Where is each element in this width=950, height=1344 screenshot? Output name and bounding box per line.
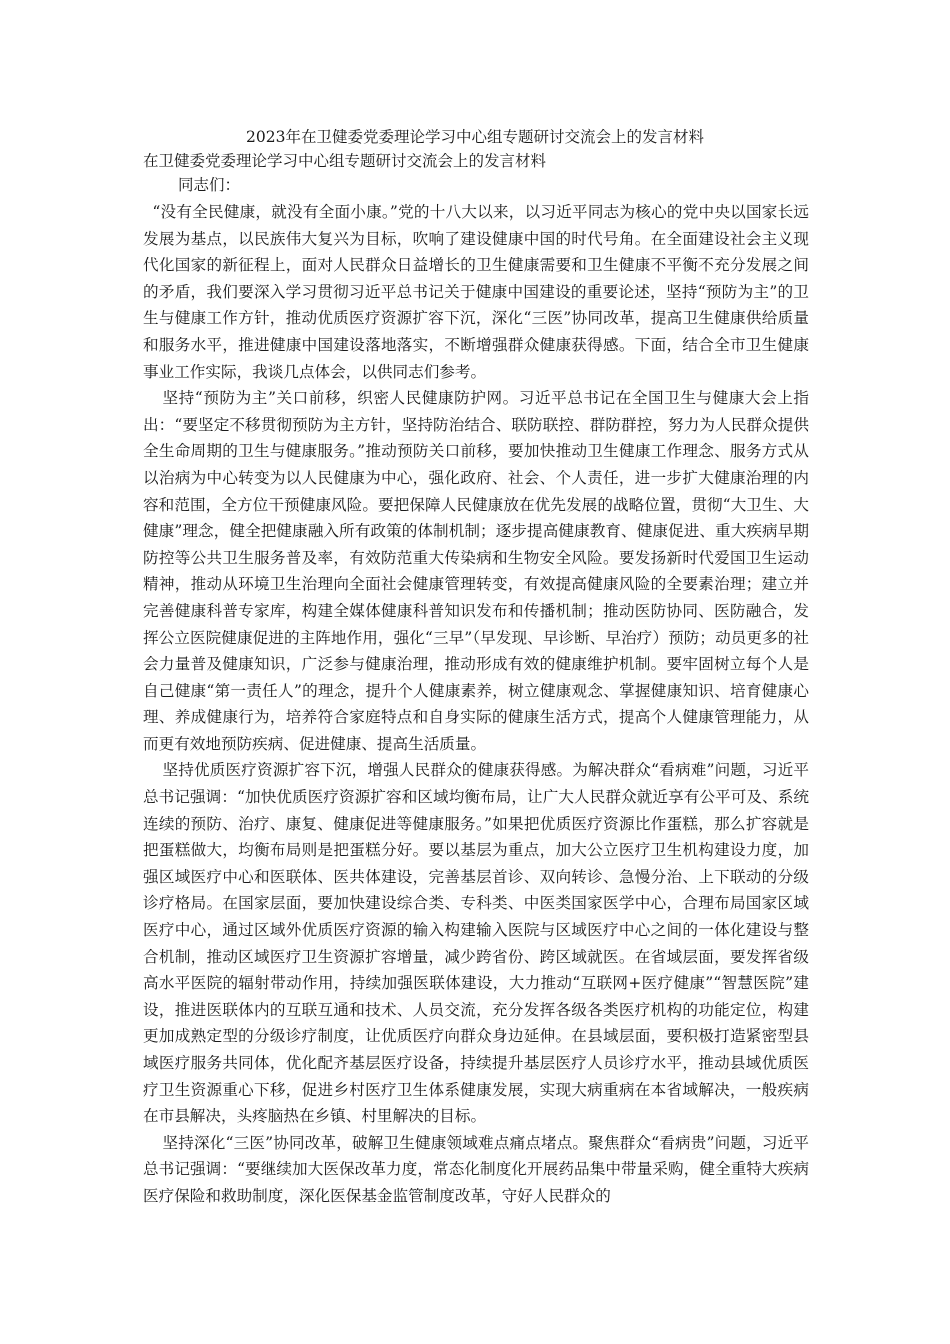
paragraph-prevention: 坚持“预防为主”关口前移，织密人民健康防护网。习近平总书记在全国卫生与健康大会上指出：“要坚定不移贯彻预防为主方针，坚持防治结合、联防联控、群防群控，努力为人民群众提供全生命周期的卫生与健康服务。”推动预防关口前移，要加快推动卫生健康工作理念、服务方式从以治病为中心转变为以人民健康为中心，强化政府、社会、个人责任，进一步扩大健康治理的内容和范围，全方位干预健康风险。要把保障人民健康放在优先发展的战略位置，贯彻“大卫生、大健康”理念，健全把健康融入所有政策的体制机制；逐步提高健康教育、健康促进、重大疾病早期防控等公共卫生服务普及率，有效防范重大传染病和生物安全风险。要发扬新时代爱国卫生运动精神，推动从环境卫生治理向全面社会健康管理转变，有效提高健康风险的全要素治理；建立并完善健康科普专家库，构建全媒体健康科普知识发布和传播机制；推动医防协同、医防融合，发挥公立医院健康促进的主阵地作用，强化“三早”（早发现、早诊断、早治疗）预防；动员更多的社会力量普及健康知识，广泛参与健康治理，推动形成有效的健康维护机制。要牢固树立每个人是自己健康“第一责任人”的理念，提升个人健康素养，树立健康观念、掌握健康知识、培育健康心理、养成健康行为，培养符合家庭特点和自身实际的健康生活方式，提高个人健康管理能力，从而更有效地预防疾病、促进健康、提高生活质量。 [143,389,809,753]
document-subtitle: 在卫健委党委理论学习中心组专题研讨交流会上的发言材料 [143,152,547,170]
salutation: 同志们： [178,176,241,194]
paragraph-three-medical-reform: 坚持深化“三医”协同改革，破解卫生健康领域难点痛点堵点。聚焦群众“看病贵”问题，习近平总书记强调：“要继续加大医保改革力度，常态化制度化开展药品集中带量采购，健全重特大疾病医疗保险和救助制度，深化医保基金监管制度改革，守好人民群众的 [143,1133,809,1205]
document-body [143,199,809,1210]
paragraph-intro: “没有全民健康，就没有全面小康。”党的十八大以来，以习近平同志为核心的党中央以国家长远发展为基点，以民族伟大复兴为目标，吹响了建设健康中国的时代号角。在全面建设社会主义现代化国家的新征程上，面对人民群众日益增长的卫生健康需要和卫生健康不平衡不充分发展之间的矛盾，我们要深入学习贯彻习近平总书记关于健康中国建设的重要论述，坚持“预防为主”的卫生与健康工作方针，推动优质医疗资源扩容下沉，深化“三医”协同改革，提高卫生健康供给质量和服务水平，推进健康中国建设落地落实，不断增强群众健康获得感。下面，结合全市卫生健康事业工作实际，我谈几点体会，以供同志们参考。 [143,203,809,381]
paragraph-medical-resources: 坚持优质医疗资源扩容下沉，增强人民群众的健康获得感。为解决群众“看病难”问题，习近平总书记强调：“加快优质医疗资源扩容和区域均衡布局，让广大人民群众就近享有公平可及、系统连续的预防、治疗、康复、健康促进等健康服务。”如果把优质医疗资源比作蛋糕，那么扩容就是把蛋糕做大，均衡布局则是把蛋糕分好。要以基层为重点，加大公立医疗卫生机构建设力度，加强区域医疗中心和医联体、医共体建设，完善基层首诊、双向转诊、急慢分治、上下联动的分级诊疗格局。在国家层面，要加快建设综合类、专科类、中医类国家医学中心，合理布局国家区域医疗中心，通过区域外优质医疗资源的输入构建输入医院与区域医疗中心之间的一体化建设与整合机制，推动区域医疗卫生资源扩容增量，减少跨省份、跨区域就医。在省域层面，要发挥省级高水平医院的辐射带动作用，持续加强医联体建设，大力推动“互联网+医疗健康”“智慧医院”建设，推进医联体内的互联互通和技术、人员交流，充分发挥各级各类医疗机构的功能定位，构建更加成熟定型的分级诊疗制度，让优质医疗向群众身边延伸。在县域层面，要积极打造紧密型县域医疗服务共同体，优化配齐基层医疗设备，持续提升基层医疗人员诊疗水平，推动县域优质医疗卫生资源重心下移，促进乡村医疗卫生体系健康发展，实现大病重病在本省域解决，一般疾病在市县解决，头疼脑热在乡镇、村里解决的目标。 [143,761,809,1126]
document-title: 2023年在卫健委党委理论学习中心组专题研讨交流会上的发言材料 [246,128,704,146]
